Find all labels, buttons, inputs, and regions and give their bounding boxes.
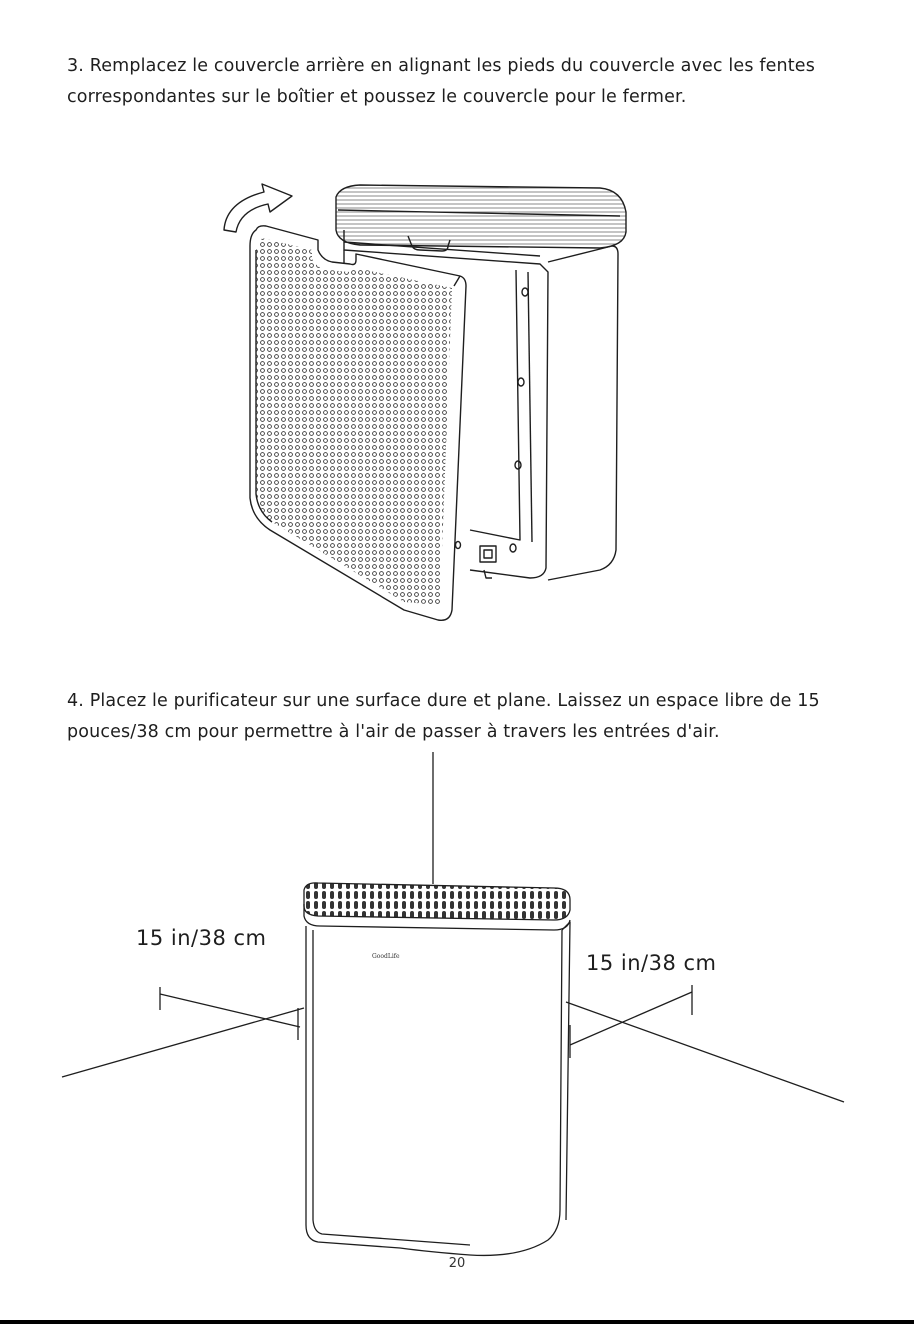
back-cover-illustration xyxy=(0,150,914,640)
step-3-text: Remplacez le couvercle arrière en alignant les pieds du couvercle avec les fentes correspondantes sur le boîtier et poussez le couvercle pour le fermer. xyxy=(67,56,815,107)
step-3-instruction xyxy=(67,51,857,113)
step-4-instruction xyxy=(67,686,857,748)
page-number: 20 xyxy=(448,1256,466,1271)
right-clearance-label: 15 in/38 cm xyxy=(586,951,717,975)
step-4-number: 4. xyxy=(67,691,84,711)
bottom-rule xyxy=(0,1320,914,1324)
step-4-text: Placez le purificateur sur une surface dure et plane. Laissez un espace libre de 15 pouces/38 cm pour permettre à l'air de passer à travers les entrées d'air. xyxy=(67,691,820,742)
step-3-number: 3. xyxy=(67,56,84,76)
curved-arrow-icon xyxy=(224,184,292,232)
left-clearance-label: 15 in/38 cm xyxy=(136,926,267,950)
brand-logo: GoodLife xyxy=(372,953,400,960)
placement-clearance-illustration xyxy=(0,740,914,1260)
